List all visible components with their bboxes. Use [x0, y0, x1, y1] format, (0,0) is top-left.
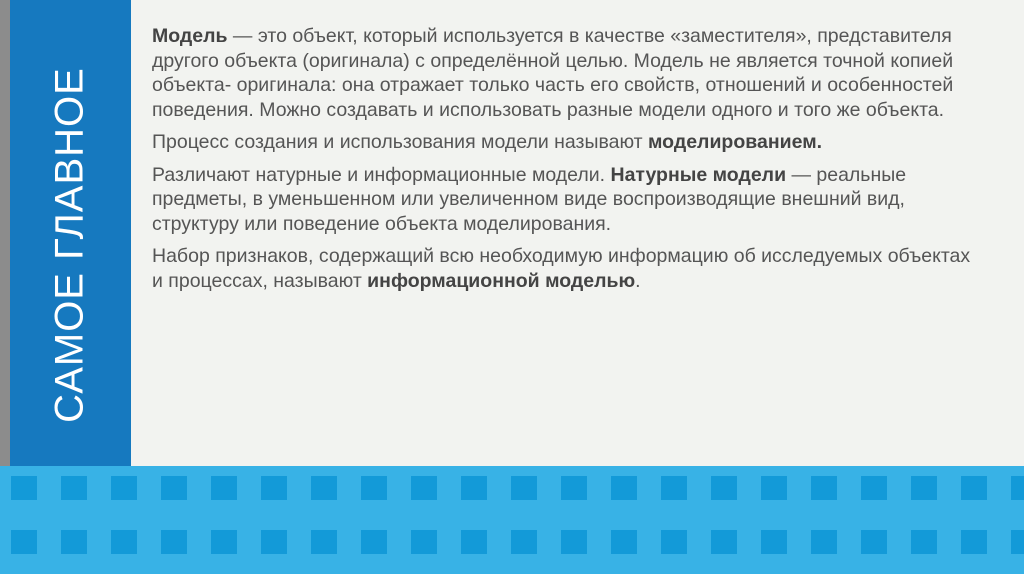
decorative-square — [661, 476, 687, 500]
decorative-square — [861, 530, 887, 554]
decorative-square — [461, 530, 487, 554]
decorative-square — [861, 476, 887, 500]
decorative-square — [1011, 530, 1024, 554]
decorative-square — [911, 476, 937, 500]
paragraph-information-model: Набор признаков, содержащий всю необходимую информацию об исследуемых объектах и процессах, называют информационной моделью. — [152, 245, 971, 292]
decorative-square — [11, 530, 37, 554]
decorative-square — [411, 476, 437, 500]
term-natural-models: Натурные модели — [610, 163, 787, 186]
decorative-square — [661, 530, 687, 554]
paragraph-model-definition: Модель — это объект, который используется в качестве «заместителя», представителя другого объекта (оригинала) с определённой целью. Модель не является точной копией объекта- оригинала: она отражает только часть его свойств, отношений и особенностей поведения. Можно создавать и использовать разные модели одного и того же объекта. — [152, 25, 954, 121]
decorative-square — [611, 476, 637, 500]
decorative-square — [911, 530, 937, 554]
decorative-square — [211, 530, 237, 554]
decorative-square — [511, 476, 537, 500]
decorative-square — [561, 530, 587, 554]
decorative-square — [311, 476, 337, 500]
decorative-square — [161, 530, 187, 554]
decorative-square — [61, 476, 87, 500]
decorative-square — [961, 530, 987, 554]
decorative-square — [611, 530, 637, 554]
decorative-square — [161, 476, 187, 500]
decorative-square — [561, 476, 587, 500]
decorative-square — [1011, 476, 1024, 500]
paragraph-model-types: Различают натурные и информационные модели. Натурные модели — реальные предметы, в уменьшенном или увеличенном виде воспроизводящие внешний вид, структуру или поведение объекта моделирования. — [152, 163, 907, 235]
side-title: САМОЕ ГЛАВНОЕ — [47, 67, 92, 423]
term-modeling: моделированием. — [648, 131, 823, 153]
decorative-square — [711, 530, 737, 554]
decorative-square — [811, 530, 837, 554]
decorative-square — [111, 476, 137, 500]
decorative-square — [411, 530, 437, 554]
decorative-square — [761, 476, 787, 500]
content-area — [152, 24, 972, 301]
decorative-square — [361, 530, 387, 554]
decorative-square — [61, 530, 87, 554]
decorative-square — [261, 476, 287, 500]
decorative-square — [361, 476, 387, 500]
decorative-film-band — [0, 466, 1024, 574]
decorative-square — [261, 530, 287, 554]
paragraph-modeling: Процесс создания и использования модели называют моделированием. — [152, 131, 823, 153]
square-row-top — [0, 476, 1024, 500]
decorative-square — [711, 476, 737, 500]
decorative-square — [811, 476, 837, 500]
decorative-square — [111, 530, 137, 554]
decorative-square — [511, 530, 537, 554]
decorative-square — [961, 476, 987, 500]
decorative-square — [461, 476, 487, 500]
term-model: Модель — [152, 25, 228, 47]
decorative-square — [211, 476, 237, 500]
decorative-square — [761, 530, 787, 554]
square-row-bottom — [0, 530, 1024, 554]
decorative-square — [11, 476, 37, 500]
term-information-model: информационной моделью — [367, 269, 636, 292]
decorative-square — [311, 530, 337, 554]
